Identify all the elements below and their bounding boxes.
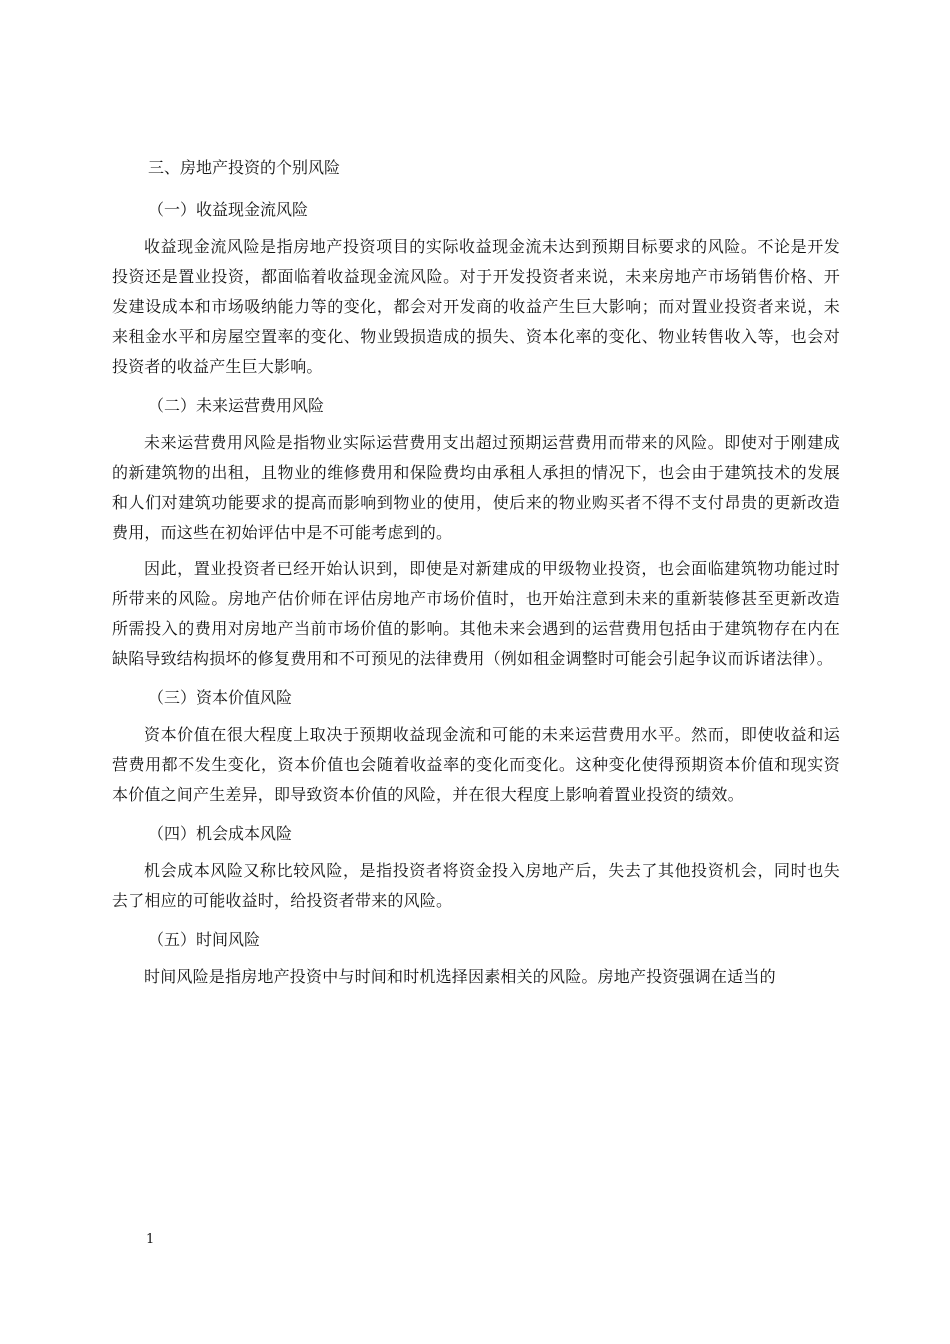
section-4-paragraph-1: 机会成本风险又称比较风险，是指投资者将资金投入房地产后，失去了其他投资机会，同时也失去了相应的可能收益时，给投资者带来的风险。	[112, 861, 840, 910]
section-heading-3: （三）资本价值风险	[148, 688, 293, 707]
section-5-paragraph-1: 时间风险是指房地产投资中与时间和时机选择因素相关的风险。房地产投资强调在适当的	[144, 967, 776, 986]
section-2-paragraph-1: 未来运营费用风险是指物业实际运营费用支出超过预期运营费用而带来的风险。即使对于刚建成的新建筑物的出租，且物业的维修费用和保险费均由承租人承担的情况下，也会由于建筑技术的发展和人们对建筑功能要求的提高而影响到物业的使用，使后来的物业购买者不得不支付昂贵的更新改造费用，而这些在初始评估中是不可能考虑到的。	[112, 433, 840, 542]
document-body	[112, 150, 840, 998]
section-3-paragraph-1: 资本价值在很大程度上取决于预期收益现金流和可能的未来运营费用水平。然而，即使收益和运营费用都不发生变化，资本价值也会随着收益率的变化而变化。这种变化使得预期资本价值和现实资本价值之间产生差异，即导致资本价值的风险，并在很大程度上影响着置业投资的绩效。	[112, 725, 840, 804]
section-heading-1: （一）收益现金流风险	[148, 200, 309, 219]
section-heading-2: （二）未来运营费用风险	[148, 396, 325, 415]
page-title: 三、房地产投资的个别风险	[148, 158, 341, 177]
page-number: 1	[146, 1232, 155, 1247]
section-2-paragraph-2: 因此，置业投资者已经开始认识到，即使是对新建成的甲级物业投资，也会面临建筑物功能过时所带来的风险。房地产估价师在评估房地产市场价值时，也开始注意到未来的重新装修甚至更新改造所需投入的费用对房地产当前市场价值的影响。其他未来会遇到的运营费用包括由于建筑物存在内在缺陷导致结构损坏的修复费用和不可预见的法律费用（例如租金调整时可能会引起争议而诉诸法律）。	[112, 559, 840, 668]
section-1-paragraph-1: 收益现金流风险是指房地产投资项目的实际收益现金流未达到预期目标要求的风险。不论是开发投资还是置业投资，都面临着收益现金流风险。对于开发投资者来说，未来房地产市场销售价格、开发建设成本和市场吸纳能力等的变化，都会对开发商的收益产生巨大影响；而对置业投资者来说，未来租金水平和房屋空置率的变化、物业毁损造成的损失、资本化率的变化、物业转售收入等，也会对投资者的收益产生巨大影响。	[112, 237, 840, 376]
section-heading-4: （四）机会成本风险	[148, 824, 293, 843]
section-heading-5: （五）时间风险	[148, 930, 261, 949]
